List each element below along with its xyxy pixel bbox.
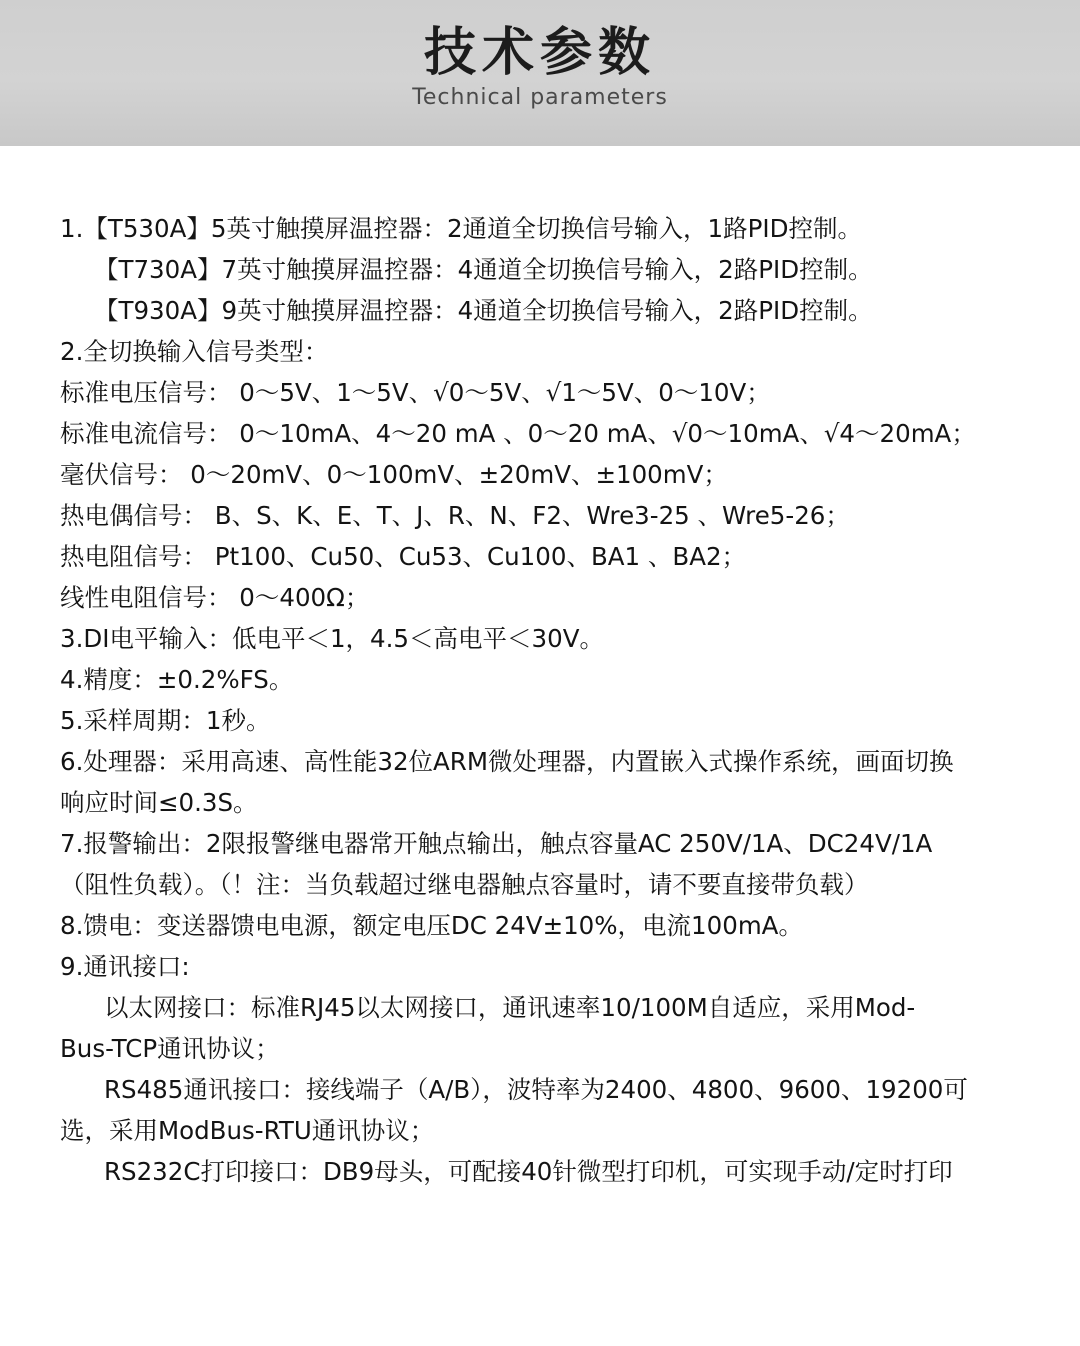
page-header: [0, 0, 1080, 146]
spec-line: 9.通讯接口:: [60, 952, 190, 981]
page-title: 技术参数: [423, 23, 656, 83]
spec-content: [0, 146, 1080, 1192]
header-text-block: [0, 23, 1080, 110]
spec-line: 3.DI电平输入：低电平＜1，4.5＜高电平＜30V。: [60, 624, 604, 653]
spec-line: 2.全切换输入信号类型：: [60, 337, 329, 366]
spec-line: 响应时间≤0.3S。: [60, 788, 258, 817]
spec-line: 标准电压信号： 0～5V、1～5V、√0～5V、√1～5V、0～10V；: [60, 378, 771, 407]
spec-line: （阻性负载）。（！注：当负载超过继电器触点容量时，请不要直接带负载）: [60, 870, 869, 899]
spec-line: 线性电阻信号： 0～400Ω；: [60, 583, 370, 612]
spec-line: 热电阻信号： Pt100、Cu50、Cu53、Cu100、BA1 、BA2；: [60, 542, 747, 571]
spec-line: 标准电流信号： 0～10mA、4～20 mA 、0～20 mA、√0～10mA、√4～20mA；: [60, 419, 976, 448]
spec-line: 【T730A】7英寸触摸屏温控器：4通道全切换信号输入，2路PID控制。: [94, 255, 873, 284]
spec-line: 热电偶信号： B、S、K、E、T、J、R、N、F2、Wre3-25 、Wre5-26；: [60, 501, 850, 530]
spec-line: 选，采用ModBus-RTU通讯协议；: [60, 1116, 435, 1145]
spec-line: 5.采样周期：1秒。: [60, 706, 271, 735]
spec-line-list: [60, 208, 1036, 1192]
spec-line: 7.报警输出：2限报警继电器常开触点输出，触点容量AC 250V/1A、DC24V/1A: [60, 829, 933, 858]
spec-line: 毫伏信号： 0～20mV、0～100mV、±20mV、±100mV；: [60, 460, 728, 489]
page-subtitle: Technical parameters: [412, 84, 668, 110]
spec-line: 【T930A】9英寸触摸屏温控器：4通道全切换信号输入，2路PID控制。: [94, 296, 873, 325]
spec-line: 以太网接口：标准RJ45以太网接口，通讯速率10/100M自适应，采用Mod-: [104, 993, 916, 1022]
spec-line: 8.馈电：变送器馈电电源，额定电压DC 24V±10%，电流100mA。: [60, 911, 803, 940]
spec-line: Bus-TCP通讯协议；: [60, 1034, 280, 1063]
spec-line: 1.【T530A】5英寸触摸屏温控器：2通道全切换信号输入，1路PID控制。: [60, 214, 862, 243]
spec-line: 6.处理器：采用高速、高性能32位ARM微处理器，内置嵌入式操作系统，画面切换: [60, 747, 954, 776]
spec-line: RS485通讯接口：接线端子（A/B），波特率为2400、4800、9600、19200可: [104, 1075, 968, 1104]
spec-line: 4.精度：±0.2%FS。: [60, 665, 294, 694]
spec-line: RS232C打印接口：DB9母头，可配接40针微型打印机，可实现手动/定时打印: [104, 1157, 953, 1186]
